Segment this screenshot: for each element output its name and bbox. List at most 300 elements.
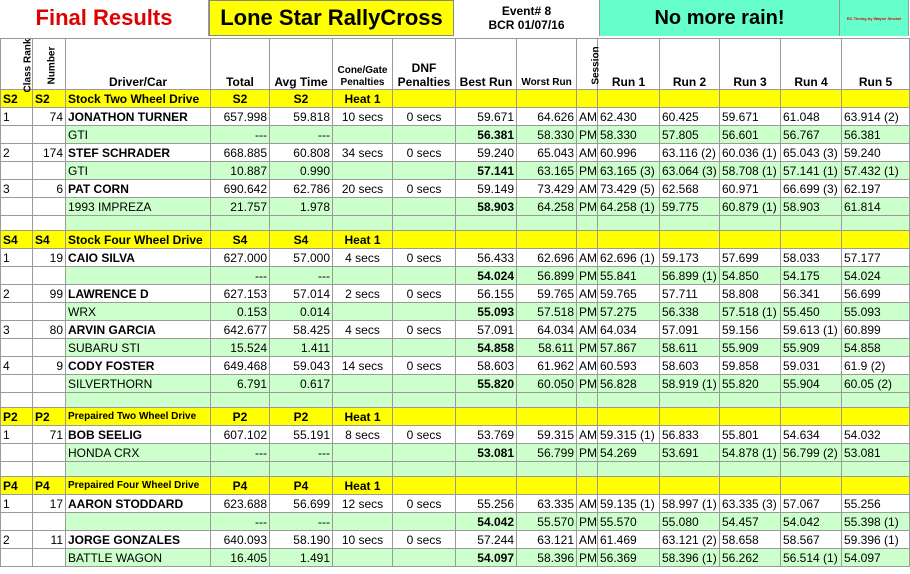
total-diff: ---: [211, 126, 270, 144]
worst-run: 63.121: [517, 531, 577, 549]
empty-cell: [598, 393, 660, 408]
run-time: 58.603: [660, 357, 720, 375]
session-label: AM: [577, 426, 598, 444]
empty-cell: [842, 90, 910, 108]
class-code: S4: [211, 231, 270, 249]
class-code: P4: [270, 477, 333, 495]
run-time: 58.567: [781, 531, 842, 549]
class-rank: 2: [1, 531, 33, 549]
worst-run: 65.043: [517, 144, 577, 162]
session-label: AM: [577, 180, 598, 198]
empty-cell: [1, 339, 33, 357]
driver-name: PAT CORN: [66, 180, 211, 198]
run-time: 60.425: [660, 108, 720, 126]
run-time: 60.879 (1): [720, 198, 781, 216]
empty-cell: [333, 462, 393, 477]
car-row: [1, 126, 910, 144]
empty-cell: [842, 408, 910, 426]
best-run: 56.381: [456, 126, 517, 144]
run-time: 59.156: [720, 321, 781, 339]
total-diff: 6.791: [211, 375, 270, 393]
empty-cell: [781, 477, 842, 495]
empty-cell: [393, 303, 456, 321]
run-time: 60.996: [598, 144, 660, 162]
cone-penalty: 12 secs: [333, 495, 393, 513]
avg-time: 60.808: [270, 144, 333, 162]
empty-cell: [33, 513, 66, 531]
empty-cell: [598, 477, 660, 495]
worst-run: 56.899: [517, 267, 577, 285]
dnf-penalty: 0 secs: [393, 285, 456, 303]
empty-cell: [333, 303, 393, 321]
run-time: 54.097: [842, 549, 910, 567]
empty-cell: [517, 462, 577, 477]
empty-cell: [660, 477, 720, 495]
car-row: [1, 375, 910, 393]
class-code: P2: [211, 408, 270, 426]
car-number: 6: [33, 180, 66, 198]
empty-cell: [393, 513, 456, 531]
empty-cell: [393, 216, 456, 231]
empty-cell: [517, 231, 577, 249]
driver-name: STEF SCHRADER: [66, 144, 211, 162]
run-time: 61.048: [781, 108, 842, 126]
worst-run: 63.335: [517, 495, 577, 513]
empty-cell: [456, 477, 517, 495]
empty-cell: [456, 408, 517, 426]
avg-diff: 0.014: [270, 303, 333, 321]
run-time: 56.601: [720, 126, 781, 144]
results-body: [1, 90, 910, 567]
run-time: 62.430: [598, 108, 660, 126]
avg-diff: ---: [270, 444, 333, 462]
worst-run: 64.034: [517, 321, 577, 339]
avg-diff: 1.491: [270, 549, 333, 567]
run-time: 57.867: [598, 339, 660, 357]
car-number: 19: [33, 249, 66, 267]
worst-run: 58.611: [517, 339, 577, 357]
worst-run: 62.696: [517, 249, 577, 267]
dnf-penalty: 0 secs: [393, 249, 456, 267]
empty-cell: [33, 462, 66, 477]
class-code: P4: [33, 477, 66, 495]
driver-row: [1, 531, 910, 549]
run-time: 56.341: [781, 285, 842, 303]
class-rank: 4: [1, 357, 33, 375]
class-code: P2: [1, 408, 33, 426]
run-time: 54.175: [781, 267, 842, 285]
col-total: Total: [211, 39, 270, 90]
run-time: 59.240: [842, 144, 910, 162]
total-time: 627.153: [211, 285, 270, 303]
run-time: 57.067: [781, 495, 842, 513]
empty-cell: [598, 462, 660, 477]
heat-label: Heat 1: [333, 477, 393, 495]
spacer-row: [1, 216, 910, 231]
worst-run: 60.050: [517, 375, 577, 393]
dnf-penalty: 0 secs: [393, 144, 456, 162]
run-time: 58.330: [598, 126, 660, 144]
run-time: 55.398 (1): [842, 513, 910, 531]
empty-cell: [393, 162, 456, 180]
empty-cell: [456, 393, 517, 408]
avg-diff: ---: [270, 126, 333, 144]
run-time: 55.904: [781, 375, 842, 393]
run-time: 59.671: [720, 108, 781, 126]
empty-cell: [33, 375, 66, 393]
empty-cell: [393, 267, 456, 285]
avg-time: 59.818: [270, 108, 333, 126]
cone-penalty: 34 secs: [333, 144, 393, 162]
best-run: 58.603: [456, 357, 517, 375]
worst-run: 57.518: [517, 303, 577, 321]
car-name: 1993 IMPREZA: [66, 198, 211, 216]
run-time: 57.805: [660, 126, 720, 144]
total-diff: 16.405: [211, 549, 270, 567]
session-label: PM: [577, 444, 598, 462]
class-name: Stock Two Wheel Drive: [66, 90, 211, 108]
driver-row: [1, 357, 910, 375]
empty-cell: [333, 513, 393, 531]
car-name: WRX: [66, 303, 211, 321]
run-time: 60.05 (2): [842, 375, 910, 393]
run-time: 60.036 (1): [720, 144, 781, 162]
best-run: 54.858: [456, 339, 517, 357]
empty-cell: [1, 462, 33, 477]
worst-run: 64.258: [517, 198, 577, 216]
run-time: 56.262: [720, 549, 781, 567]
total-diff: 21.757: [211, 198, 270, 216]
best-run: 59.671: [456, 108, 517, 126]
run-time: 53.081: [842, 444, 910, 462]
run-time: 55.080: [660, 513, 720, 531]
empty-cell: [456, 231, 517, 249]
run-time: 53.691: [660, 444, 720, 462]
empty-cell: [660, 90, 720, 108]
worst-run: 55.570: [517, 513, 577, 531]
empty-cell: [1, 393, 33, 408]
run-time: 59.765: [598, 285, 660, 303]
total-time: 690.642: [211, 180, 270, 198]
run-time: 62.197: [842, 180, 910, 198]
col-run-3: Run 3: [720, 39, 781, 90]
class-rank: 2: [1, 285, 33, 303]
run-time: 55.256: [842, 495, 910, 513]
empty-cell: [720, 231, 781, 249]
empty-cell: [393, 477, 456, 495]
dnf-penalty: 0 secs: [393, 495, 456, 513]
empty-cell: [781, 408, 842, 426]
run-time: 61.814: [842, 198, 910, 216]
best-run: 53.769: [456, 426, 517, 444]
empty-cell: [781, 90, 842, 108]
col-run-5: Run 5: [842, 39, 910, 90]
timing-credit: RC Timing by Wayne Strobel: [840, 0, 909, 36]
run-time: 59.031: [781, 357, 842, 375]
run-time: 54.634: [781, 426, 842, 444]
run-time: 54.024: [842, 267, 910, 285]
col-best-run: Best Run: [456, 39, 517, 90]
run-time: 57.275: [598, 303, 660, 321]
class-code: S2: [270, 90, 333, 108]
run-time: 60.971: [720, 180, 781, 198]
empty-cell: [393, 375, 456, 393]
driver-name: CAIO SILVA: [66, 249, 211, 267]
class-code: P4: [211, 477, 270, 495]
avg-time: 55.191: [270, 426, 333, 444]
driver-row: [1, 108, 910, 126]
dnf-penalty: 0 secs: [393, 180, 456, 198]
empty-cell: [598, 216, 660, 231]
empty-cell: [456, 462, 517, 477]
run-time: 56.514 (1): [781, 549, 842, 567]
class-rank: 2: [1, 144, 33, 162]
car-number: 11: [33, 531, 66, 549]
empty-cell: [781, 231, 842, 249]
empty-cell: [393, 462, 456, 477]
empty-cell: [598, 231, 660, 249]
driver-row: [1, 144, 910, 162]
class-code: S4: [33, 231, 66, 249]
empty-cell: [211, 393, 270, 408]
cone-penalty: 4 secs: [333, 249, 393, 267]
worst-run: 73.429: [517, 180, 577, 198]
run-time: 60.593: [598, 357, 660, 375]
car-number: 71: [33, 426, 66, 444]
car-name: [66, 267, 211, 285]
car-row: [1, 303, 910, 321]
spacer-row: [1, 462, 910, 477]
class-code: P2: [270, 408, 333, 426]
run-time: 73.429 (5): [598, 180, 660, 198]
total-time: 627.000: [211, 249, 270, 267]
best-run: 56.155: [456, 285, 517, 303]
session-label: PM: [577, 375, 598, 393]
best-run: 57.091: [456, 321, 517, 339]
empty-cell: [1, 216, 33, 231]
run-time: 55.909: [720, 339, 781, 357]
run-time: 63.064 (3): [660, 162, 720, 180]
empty-cell: [1, 513, 33, 531]
class-code: S4: [270, 231, 333, 249]
empty-cell: [660, 231, 720, 249]
avg-diff: 0.617: [270, 375, 333, 393]
avg-time: 56.699: [270, 495, 333, 513]
car-row: [1, 513, 910, 531]
heat-label: Heat 1: [333, 90, 393, 108]
empty-cell: [660, 462, 720, 477]
car-name: SILVERTHORN: [66, 375, 211, 393]
empty-cell: [393, 231, 456, 249]
run-time: 55.820: [720, 375, 781, 393]
weather-banner: No more rain!: [600, 0, 840, 36]
run-time: 58.708 (1): [720, 162, 781, 180]
empty-cell: [393, 549, 456, 567]
car-number: 74: [33, 108, 66, 126]
run-time: 64.258 (1): [598, 198, 660, 216]
empty-cell: [393, 339, 456, 357]
run-time: 59.613 (1): [781, 321, 842, 339]
empty-cell: [33, 126, 66, 144]
run-time: 54.850: [720, 267, 781, 285]
run-time: 57.177: [842, 249, 910, 267]
empty-cell: [333, 375, 393, 393]
cone-penalty: 10 secs: [333, 108, 393, 126]
empty-cell: [577, 231, 598, 249]
driver-row: [1, 285, 910, 303]
empty-cell: [1, 162, 33, 180]
empty-cell: [211, 216, 270, 231]
spacer-row: [1, 393, 910, 408]
driver-name: LAWRENCE D: [66, 285, 211, 303]
empty-cell: [456, 90, 517, 108]
driver-name: AARON STODDARD: [66, 495, 211, 513]
best-run: 55.820: [456, 375, 517, 393]
run-time: 58.997 (1): [660, 495, 720, 513]
empty-cell: [1, 126, 33, 144]
run-time: 59.858: [720, 357, 781, 375]
run-time: 56.833: [660, 426, 720, 444]
empty-cell: [577, 462, 598, 477]
empty-cell: [577, 477, 598, 495]
run-time: 64.034: [598, 321, 660, 339]
empty-cell: [66, 393, 211, 408]
run-time: 57.699: [720, 249, 781, 267]
cone-penalty: 4 secs: [333, 321, 393, 339]
class-rank: 3: [1, 321, 33, 339]
car-number: 9: [33, 357, 66, 375]
col-session: Session: [577, 39, 598, 90]
best-run: 55.093: [456, 303, 517, 321]
empty-cell: [211, 462, 270, 477]
empty-cell: [333, 126, 393, 144]
run-time: 58.919 (1): [660, 375, 720, 393]
empty-cell: [517, 216, 577, 231]
class-header-row: [1, 477, 910, 495]
empty-cell: [333, 339, 393, 357]
best-run: 56.433: [456, 249, 517, 267]
run-time: 57.091: [660, 321, 720, 339]
empty-cell: [720, 462, 781, 477]
car-number: 99: [33, 285, 66, 303]
avg-time: 58.425: [270, 321, 333, 339]
empty-cell: [720, 393, 781, 408]
car-number: 174: [33, 144, 66, 162]
run-time: 57.141 (1): [781, 162, 842, 180]
cone-penalty: 2 secs: [333, 285, 393, 303]
heat-label: Heat 1: [333, 408, 393, 426]
empty-cell: [1, 198, 33, 216]
empty-cell: [333, 444, 393, 462]
class-header-row: [1, 231, 910, 249]
empty-cell: [517, 90, 577, 108]
col-run-4: Run 4: [781, 39, 842, 90]
run-time: 54.042: [781, 513, 842, 531]
col-run-2: Run 2: [660, 39, 720, 90]
session-label: PM: [577, 549, 598, 567]
col-avg-time: Avg Time: [270, 39, 333, 90]
driver-name: JONATHON TURNER: [66, 108, 211, 126]
driver-name: CODY FOSTER: [66, 357, 211, 375]
run-time: 63.335 (3): [720, 495, 781, 513]
class-name: Prepaired Two Wheel Drive: [66, 408, 211, 426]
run-time: 55.841: [598, 267, 660, 285]
empty-cell: [577, 393, 598, 408]
total-diff: 0.153: [211, 303, 270, 321]
empty-cell: [577, 216, 598, 231]
total-diff: ---: [211, 444, 270, 462]
col-number: Number: [33, 39, 66, 90]
run-time: 61.469: [598, 531, 660, 549]
empty-cell: [1, 375, 33, 393]
car-name: [66, 513, 211, 531]
car-name: SUBARU STI: [66, 339, 211, 357]
empty-cell: [1, 549, 33, 567]
empty-cell: [720, 90, 781, 108]
empty-cell: [333, 198, 393, 216]
empty-cell: [393, 408, 456, 426]
total-time: 657.998: [211, 108, 270, 126]
run-time: 59.173: [660, 249, 720, 267]
driver-name: JORGE GONZALES: [66, 531, 211, 549]
event-number: Event# 8: [501, 4, 552, 18]
run-time: 59.135 (1): [598, 495, 660, 513]
session-label: PM: [577, 198, 598, 216]
empty-cell: [1, 303, 33, 321]
best-run: 54.042: [456, 513, 517, 531]
empty-cell: [66, 462, 211, 477]
avg-time: 57.014: [270, 285, 333, 303]
empty-cell: [517, 408, 577, 426]
empty-cell: [33, 198, 66, 216]
dnf-penalty: 0 secs: [393, 357, 456, 375]
session-label: PM: [577, 513, 598, 531]
total-diff: 10.887: [211, 162, 270, 180]
run-time: 60.899: [842, 321, 910, 339]
empty-cell: [720, 477, 781, 495]
car-name: HONDA CRX: [66, 444, 211, 462]
avg-diff: 1.411: [270, 339, 333, 357]
class-code: P4: [1, 477, 33, 495]
run-time: 55.801: [720, 426, 781, 444]
cone-penalty: 20 secs: [333, 180, 393, 198]
run-time: 66.699 (3): [781, 180, 842, 198]
run-time: 56.369: [598, 549, 660, 567]
page-header: [0, 0, 909, 38]
dnf-penalty: 0 secs: [393, 108, 456, 126]
empty-cell: [33, 549, 66, 567]
run-time: 63.165 (3): [598, 162, 660, 180]
run-time: 54.858: [842, 339, 910, 357]
empty-cell: [333, 216, 393, 231]
driver-row: [1, 426, 910, 444]
run-time: 56.828: [598, 375, 660, 393]
session-label: AM: [577, 321, 598, 339]
session-label: AM: [577, 285, 598, 303]
empty-cell: [660, 216, 720, 231]
run-time: 59.775: [660, 198, 720, 216]
session-label: PM: [577, 339, 598, 357]
total-diff: ---: [211, 267, 270, 285]
empty-cell: [456, 216, 517, 231]
col-worst-run: Worst Run: [517, 39, 577, 90]
run-time: 58.396 (1): [660, 549, 720, 567]
empty-cell: [842, 231, 910, 249]
empty-cell: [720, 216, 781, 231]
page-title: Final Results: [0, 0, 209, 36]
class-code: P2: [33, 408, 66, 426]
empty-cell: [270, 393, 333, 408]
